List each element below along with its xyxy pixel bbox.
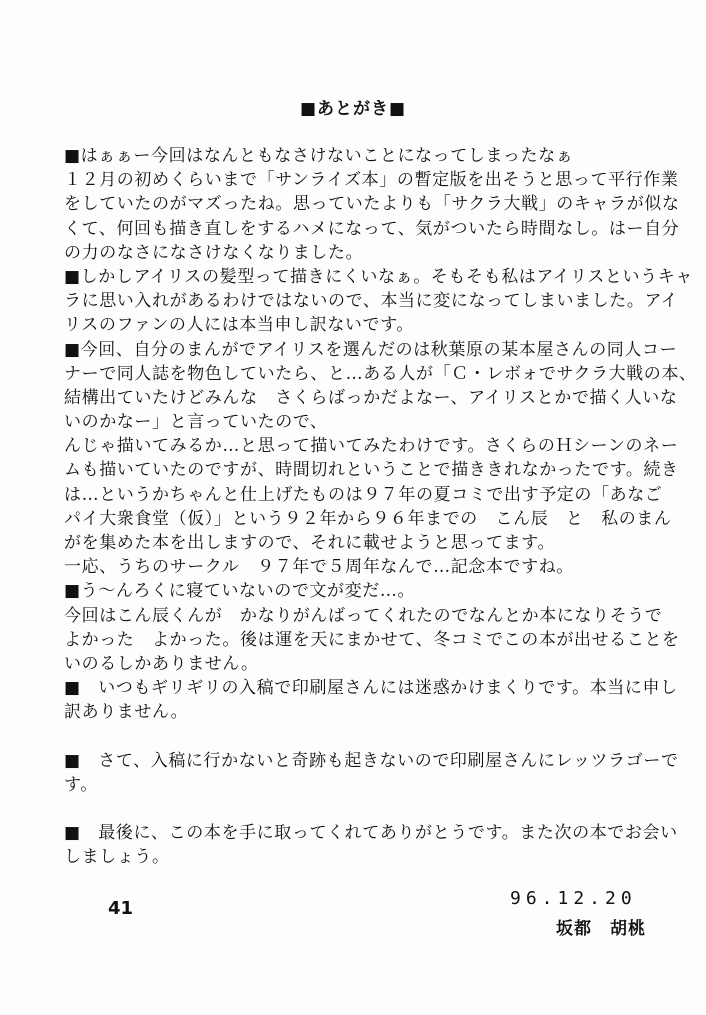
text-line: がを集めた本を出しますので、それに載せようと思ってます。 — [64, 533, 556, 553]
text-line: しましょう。 — [64, 847, 170, 868]
page-number: 41 — [108, 898, 134, 919]
text-line: いのるしかありません。 — [64, 653, 259, 674]
blank-line — [64, 797, 664, 821]
text-line: ■はぁぁー今回はなんともなさけないことになってしまったなぁ — [64, 146, 574, 166]
text-line: 今回はこん辰くんが かなりがんばってくれたのでなんとか本になりそうで — [64, 605, 663, 626]
text-line: パイ大衆食堂（仮）」という９２年から９６年までの こん辰 と 私のまん — [64, 508, 672, 529]
blank-line — [64, 725, 664, 749]
text-line: は…というかちゃんと仕上げたものは９７年の夏コミで出す予定の「あなご — [64, 484, 663, 505]
text-line: ■ いつもギリギリの入稿で印刷屋さんには迷惑かけまくりです。本当に申し — [64, 678, 678, 699]
text-line: ■う～んろくに寝ていないので文が変だ…。 — [64, 581, 416, 602]
afterword-body — [64, 144, 697, 870]
text-line: をしていたのがマズったね。思っていたよりも「サクラ大戦」のキャラが似な — [64, 194, 680, 215]
text-line: ムも描いていたのですが、時間切れということで描ききれなかったです。続き — [64, 460, 679, 481]
author-name: 坂都 胡桃 — [556, 919, 646, 939]
text-line: ■ 最後に、この本を手に取ってくれてありがとうです。また次の本でお会い — [64, 823, 678, 844]
text-line: ナーで同人誌を物色していたら、と…ある人が「Ｃ・レボォでサクラ大戦の本、 — [64, 363, 697, 384]
text-line: １２月の初めくらいまで「サンライズ本」の暫定版を出そうと思って平行作業 — [64, 170, 679, 191]
text-line: の力のなさになさけなくなりました。 — [64, 242, 364, 263]
text-line: ■今回、自分のまんがでアイリスを選んだのは秋葉原の某本屋さんの同人コー — [64, 339, 678, 360]
text-line: よかった よかった。後は運を天にまかせて、冬コミでこの本が出せることを — [64, 629, 680, 650]
text-line: くて、何回も描き直しをするハメになって、気がついたら時間なし。はー自分 — [64, 218, 680, 239]
text-line: ラに思い入れがあるわけではないので、本当に変になってしまいました。アイ — [64, 291, 679, 312]
text-line: リスのファンの人には本当申し訳ないです。 — [64, 315, 414, 336]
signature-date: 96.12.20 — [510, 888, 637, 909]
text-line: いのかなー」と言っていたので、 — [64, 412, 328, 433]
text-line: んじゃ描いてみるか…と思って描いてみたわけです。さくらのＨシーンのネー — [64, 436, 679, 457]
text-line: 訳ありません。 — [64, 702, 189, 723]
text-line: ■しかしアイリスの髪型って描きにくいなぁ。そもそも私はアイリスというキャ — [64, 266, 693, 287]
text-line: 結構出ていたけどみんな さくらばっかだよなー、アイリスとかで描く人いな — [64, 387, 678, 408]
text-line: す。 — [64, 774, 98, 795]
text-line: 一応、うちのサークル ９７年で５周年なんで…記念本ですね。 — [64, 557, 574, 578]
page-heading: ■あとがき■ — [299, 99, 407, 119]
text-line: ■ さて、入稿に行かないと奇跡も起きないので印刷屋さんにレッツラゴーで — [64, 750, 679, 771]
